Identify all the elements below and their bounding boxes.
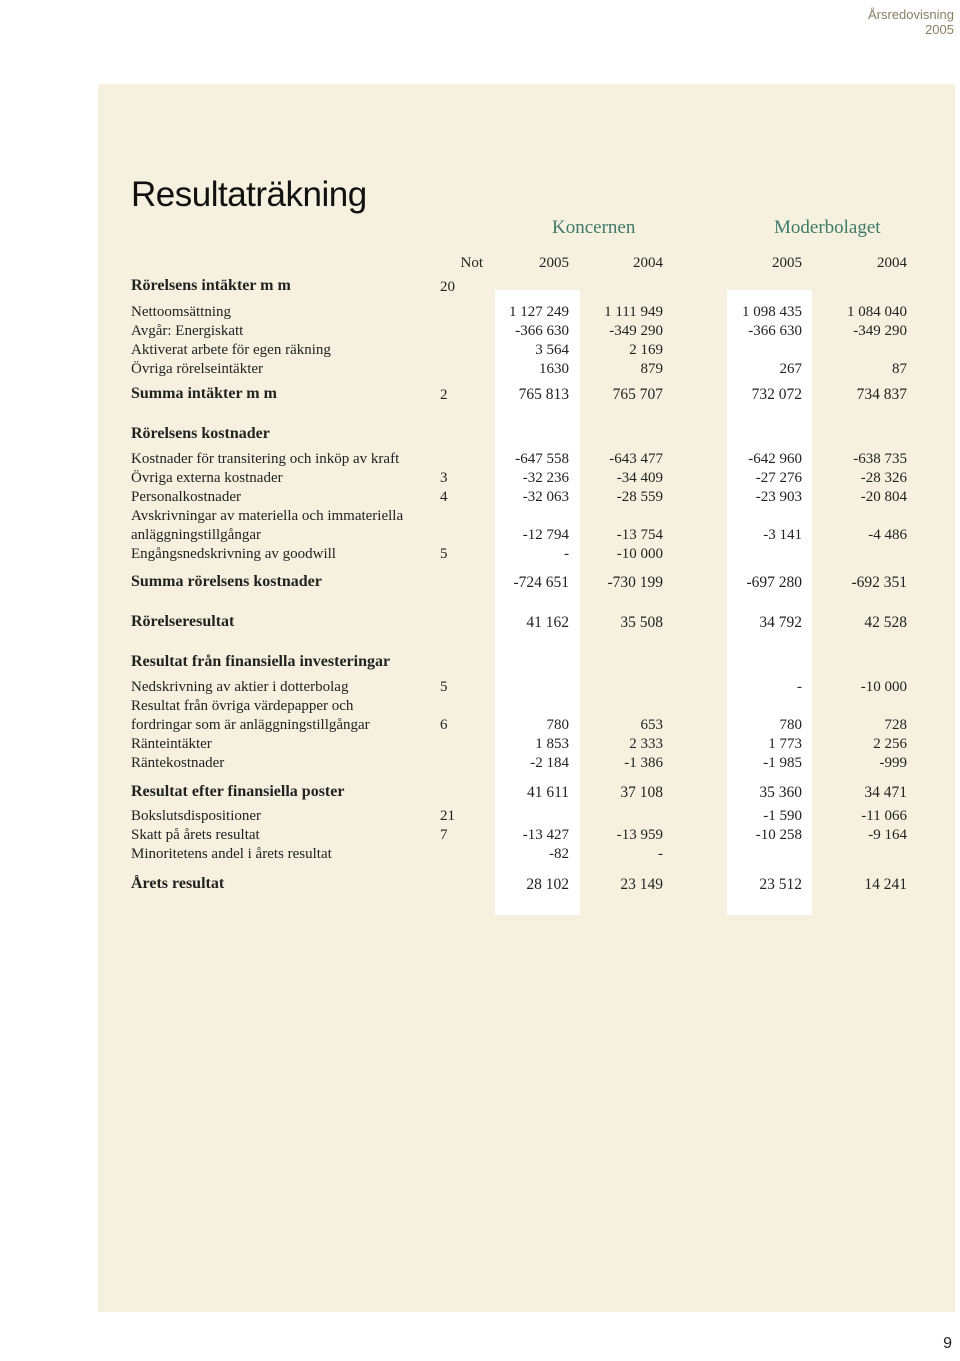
table-cell-k2004: -730 199 <box>607 574 663 591</box>
table-cell-label: fordringar som är anläggningstillgångar <box>131 717 370 733</box>
table-cell-k2005: -13 427 <box>522 827 569 843</box>
table-cell-m2005: 780 <box>779 717 802 733</box>
column-strip-koncernen-2005 <box>495 290 580 915</box>
table-cell-m2005: -1 590 <box>763 808 802 824</box>
table-cell-k2005: -647 558 <box>515 451 569 467</box>
table-cell-k2004: -13 754 <box>616 527 663 543</box>
table-cell-m2004: 34 471 <box>864 784 907 801</box>
table-cell-m2005: 732 072 <box>751 386 802 403</box>
table-cell-label: Nettoomsättning <box>131 304 231 320</box>
table-cell-label: Bokslutsdispositioner <box>131 808 262 824</box>
table-cell-m2004: 42 528 <box>864 614 907 631</box>
table-cell-m2004: 734 837 <box>856 386 907 403</box>
table-cell-label: Avgår: Energiskatt <box>131 323 244 339</box>
table-cell-k2005: -366 630 <box>515 323 569 339</box>
table-cell-m2005: -27 276 <box>755 470 802 486</box>
table-cell-k2004: -34 409 <box>616 470 663 486</box>
table-cell-label: Rörelseresultat <box>131 613 235 630</box>
table-cell-k2004: -349 290 <box>609 323 663 339</box>
table-cell-k2005: -32 236 <box>522 470 569 486</box>
page-number: 9 <box>943 1335 952 1352</box>
column-header-not: Not <box>460 255 483 271</box>
table-cell-k2004: -28 559 <box>616 489 663 505</box>
table-cell-k2005: 41 162 <box>526 614 569 631</box>
table-cell-m2004: -349 290 <box>853 323 907 339</box>
table-cell-k2005: -32 063 <box>522 489 569 505</box>
table-cell-m2004: 728 <box>884 717 907 733</box>
table-cell-k2005: -724 651 <box>513 574 569 591</box>
table-cell-label: Nedskrivning av aktier i dotterbolag <box>131 679 349 695</box>
table-cell-label: Övriga externa kostnader <box>131 470 283 486</box>
header-brand-year: 2005 <box>925 22 954 37</box>
table-cell-k2005: 28 102 <box>526 876 569 893</box>
header-brand <box>868 7 954 37</box>
table-cell-label: Kostnader för transitering och inköp av kraft <box>131 451 400 467</box>
table-cell-k2005: 1 127 249 <box>509 304 569 320</box>
table-cell-k2005: - <box>564 546 569 562</box>
table-cell-k2004: 2 169 <box>629 342 663 358</box>
table-cell-m2004: -20 804 <box>860 489 907 505</box>
table-cell-label: Summa rörelsens kostnader <box>131 573 322 590</box>
table-cell-label: Räntekostnader <box>131 755 225 771</box>
column-header-moderbolaget-2005: 2005 <box>772 255 802 271</box>
table-cell-m2005: -1 985 <box>763 755 802 771</box>
table-cell-m2004: 14 241 <box>864 876 907 893</box>
table-cell-k2005: 3 564 <box>535 342 569 358</box>
table-cell-k2004: 23 149 <box>620 876 663 893</box>
table-cell-k2004: -1 386 <box>624 755 663 771</box>
table-cell-label: Skatt på årets resultat <box>131 827 260 843</box>
table-cell-m2004: -11 066 <box>861 808 907 824</box>
table-cell-label: Aktiverat arbete för egen räkning <box>131 342 331 358</box>
table-cell-k2005: 780 <box>546 717 569 733</box>
table-cell-m2005: 1 098 435 <box>742 304 802 320</box>
table-cell-label: Resultat från övriga värdepapper och <box>131 698 354 714</box>
table-cell-m2004: 1 084 040 <box>847 304 907 320</box>
table-cell-label: Resultat efter finansiella poster <box>131 783 345 800</box>
table-cell-not: 21 <box>440 808 455 824</box>
table-cell-m2004: -692 351 <box>851 574 907 591</box>
table-cell-m2004: -4 486 <box>868 527 907 543</box>
table-cell-k2004: 879 <box>640 361 663 377</box>
table-cell-k2004: 37 108 <box>620 784 663 801</box>
table-cell-m2005: -23 903 <box>755 489 802 505</box>
table-cell-m2004: 2 256 <box>873 736 907 752</box>
table-cell-label: anläggningstillgångar <box>131 527 261 543</box>
table-cell-not: 2 <box>440 387 448 403</box>
table-cell-label: Ränteintäkter <box>131 736 212 752</box>
table-cell-m2005: - <box>797 679 802 695</box>
table-cell-k2005: -12 794 <box>522 527 569 543</box>
table-cell-label: Rörelsens intäkter m m <box>131 277 291 294</box>
group-header-koncernen: Koncernen <box>552 217 636 238</box>
table-cell-k2004: -10 000 <box>616 546 663 562</box>
table-cell-not: 20 <box>440 279 455 295</box>
table-cell-k2005: -2 184 <box>530 755 569 771</box>
table-cell-k2004: 35 508 <box>620 614 663 631</box>
column-header-koncernen-2004: 2004 <box>633 255 663 271</box>
table-cell-m2005: 34 792 <box>759 614 802 631</box>
table-cell-m2005: 35 360 <box>759 784 802 801</box>
table-cell-k2004: - <box>658 846 663 862</box>
table-cell-k2005: 1 853 <box>535 736 569 752</box>
table-cell-m2005: -642 960 <box>748 451 802 467</box>
table-cell-k2005: 41 611 <box>526 784 569 801</box>
table-cell-m2004: 87 <box>892 361 907 377</box>
table-cell-m2005: -697 280 <box>746 574 802 591</box>
table-cell-m2004: -10 000 <box>860 679 907 695</box>
table-cell-label: Avskrivningar av materiella och immateriella <box>131 508 404 524</box>
table-cell-label: Personalkostnader <box>131 489 241 505</box>
table-cell-not: 5 <box>440 546 448 562</box>
table-cell-label: Årets resultat <box>131 875 225 892</box>
table-cell-k2005: 1630 <box>539 361 569 377</box>
table-cell-m2005: 267 <box>779 361 802 377</box>
table-cell-not: 6 <box>440 717 448 733</box>
table-cell-label: Övriga rörelseintäkter <box>131 361 264 377</box>
table-cell-k2004: 1 111 949 <box>604 304 663 320</box>
table-cell-k2004: -13 959 <box>616 827 663 843</box>
table-cell-label: Summa intäkter m m <box>131 385 277 402</box>
table-cell-label: Engångsnedskrivning av goodwill <box>131 546 336 562</box>
table-cell-k2004: 653 <box>640 717 663 733</box>
table-cell-k2005: -82 <box>549 846 569 862</box>
table-cell-m2005: -366 630 <box>748 323 802 339</box>
table-cell-not: 7 <box>440 827 448 843</box>
header-brand-name: Årsredovisning <box>868 7 954 22</box>
page-title: Resultaträkning <box>131 175 367 215</box>
table-cell-label: Rörelsens kostnader <box>131 425 270 442</box>
table-cell-m2005: 1 773 <box>768 736 802 752</box>
table-cell-m2004: -999 <box>879 755 907 771</box>
table-cell-not: 4 <box>440 489 448 505</box>
table-cell-label: Resultat från finansiella investeringar <box>131 653 391 670</box>
table-cell-m2004: -638 735 <box>853 451 907 467</box>
table-cell-not: 5 <box>440 679 448 695</box>
table-cell-m2004: -28 326 <box>860 470 907 486</box>
table-cell-m2004: -9 164 <box>868 827 907 843</box>
table-cell-k2004: 2 333 <box>629 736 663 752</box>
table-cell-k2004: -643 477 <box>609 451 663 467</box>
group-header-moderbolaget: Moderbolaget <box>774 217 881 238</box>
table-cell-m2005: 23 512 <box>759 876 802 893</box>
table-cell-k2005: 765 813 <box>518 386 569 403</box>
table-cell-label: Minoritetens andel i årets resultat <box>131 846 332 862</box>
table-cell-k2004: 765 707 <box>612 386 663 403</box>
table-cell-m2005: -10 258 <box>755 827 802 843</box>
table-cell-not: 3 <box>440 470 448 486</box>
column-header-moderbolaget-2004: 2004 <box>877 255 907 271</box>
column-header-koncernen-2005: 2005 <box>539 255 569 271</box>
table-cell-m2005: -3 141 <box>763 527 802 543</box>
